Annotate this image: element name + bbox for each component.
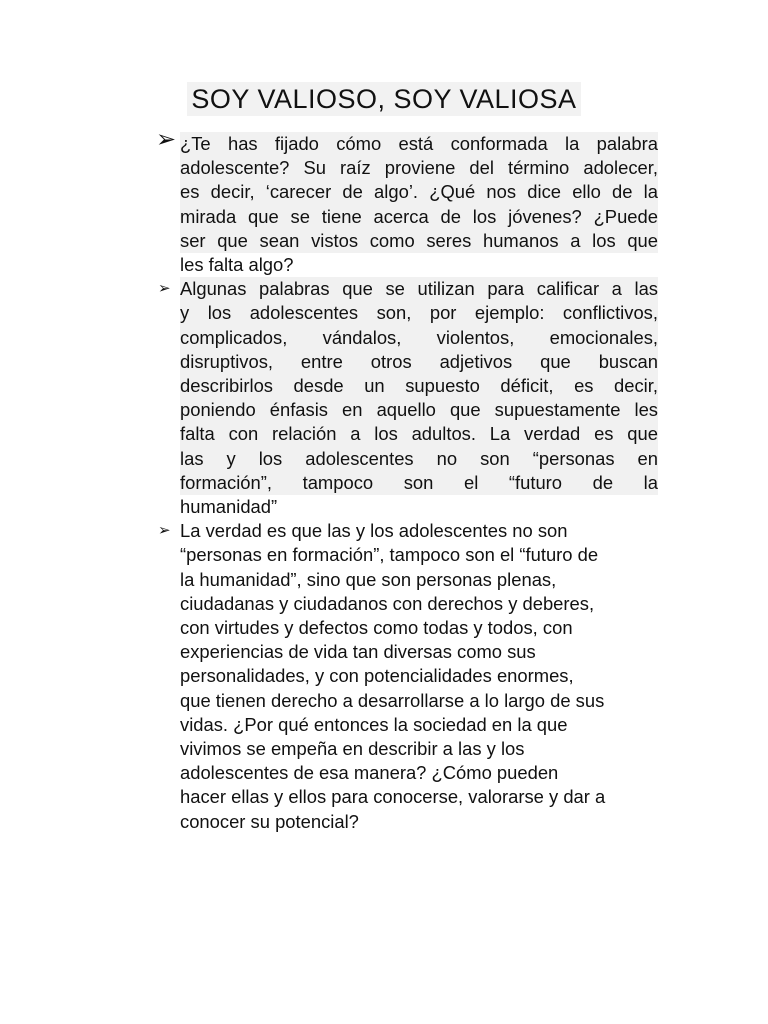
text-line: que tienen derecho a desarrollarse a lo largo de sus [180,689,605,711]
text-line: humanidad” [180,496,278,518]
bullet-item-1-text [180,132,658,277]
bullet-item-3-text [180,519,658,834]
text-line: las y los adolescentes no son “personas en [180,447,658,471]
text-line: describirlos desde un supuesto déficit, es decir, [180,374,658,398]
text-line: la humanidad”, sino que son personas plenas, [180,568,557,590]
text-line: vivimos se empeña en describir a las y los [180,738,525,760]
text-line: es decir, ‘carecer de algo’. ¿Qué nos dice ello de la [180,180,658,204]
text-line: Algunas palabras que se utilizan para calificar a las [180,277,658,301]
text-line: personalidades, y con potencialidades enormes, [180,665,574,687]
text-line: “personas en formación”, tampoco son el “futuro de [180,544,599,566]
text-line: formación”, tampoco son el “futuro de la [180,471,658,495]
bullet-item-3 [158,519,658,834]
text-line: conocer su potencial? [180,810,359,832]
text-line: vidas. ¿Por qué entonces la sociedad en la que [180,713,568,735]
text-line: ciudadanas y ciudadanos con derechos y deberes, [180,592,595,614]
page-title-text: SOY VALIOSO, SOY VALIOSA [187,82,580,116]
bullet-item-2 [158,277,658,519]
text-line: con virtudes y defectos como todas y todos, con [180,617,573,639]
text-line: disruptivos, entre otros adjetivos que buscan [180,350,658,374]
text-line: ¿Te has fijado cómo está conformada la palabra [180,132,658,156]
arrow-bullet-icon: ➢ [156,126,177,153]
page-title [0,84,768,115]
arrow-bullet-icon: ➢ [158,522,171,540]
bullet-item-1 [156,126,658,277]
text-line: falta con relación a los adultos. La verdad es que [180,422,658,446]
text-line: complicados, vándalos, violentos, emocionales, [180,326,658,350]
text-line: adolescente? Su raíz proviene del término adolecer, [180,156,658,180]
text-line: ser que sean vistos como seres humanos a los que [180,229,658,253]
text-line: hacer ellas y ellos para conocerse, valorarse y dar a [180,786,606,808]
text-line: les falta algo? [180,254,294,276]
text-line: adolescentes de esa manera? ¿Cómo pueden [180,762,559,784]
bullet-list [156,126,658,834]
text-line: La verdad es que las y los adolescentes no son [180,520,568,542]
text-line: y los adolescentes son, por ejemplo: conflictivos, [180,301,658,325]
text-line: experiencias de vida tan diversas como sus [180,641,536,663]
text-line: mirada que se tiene acerca de los jóvenes? ¿Puede [180,205,658,229]
bullet-item-2-text [180,277,658,519]
arrow-bullet-icon: ➢ [158,280,171,298]
text-line: poniendo énfasis en aquello que supuestamente les [180,398,658,422]
